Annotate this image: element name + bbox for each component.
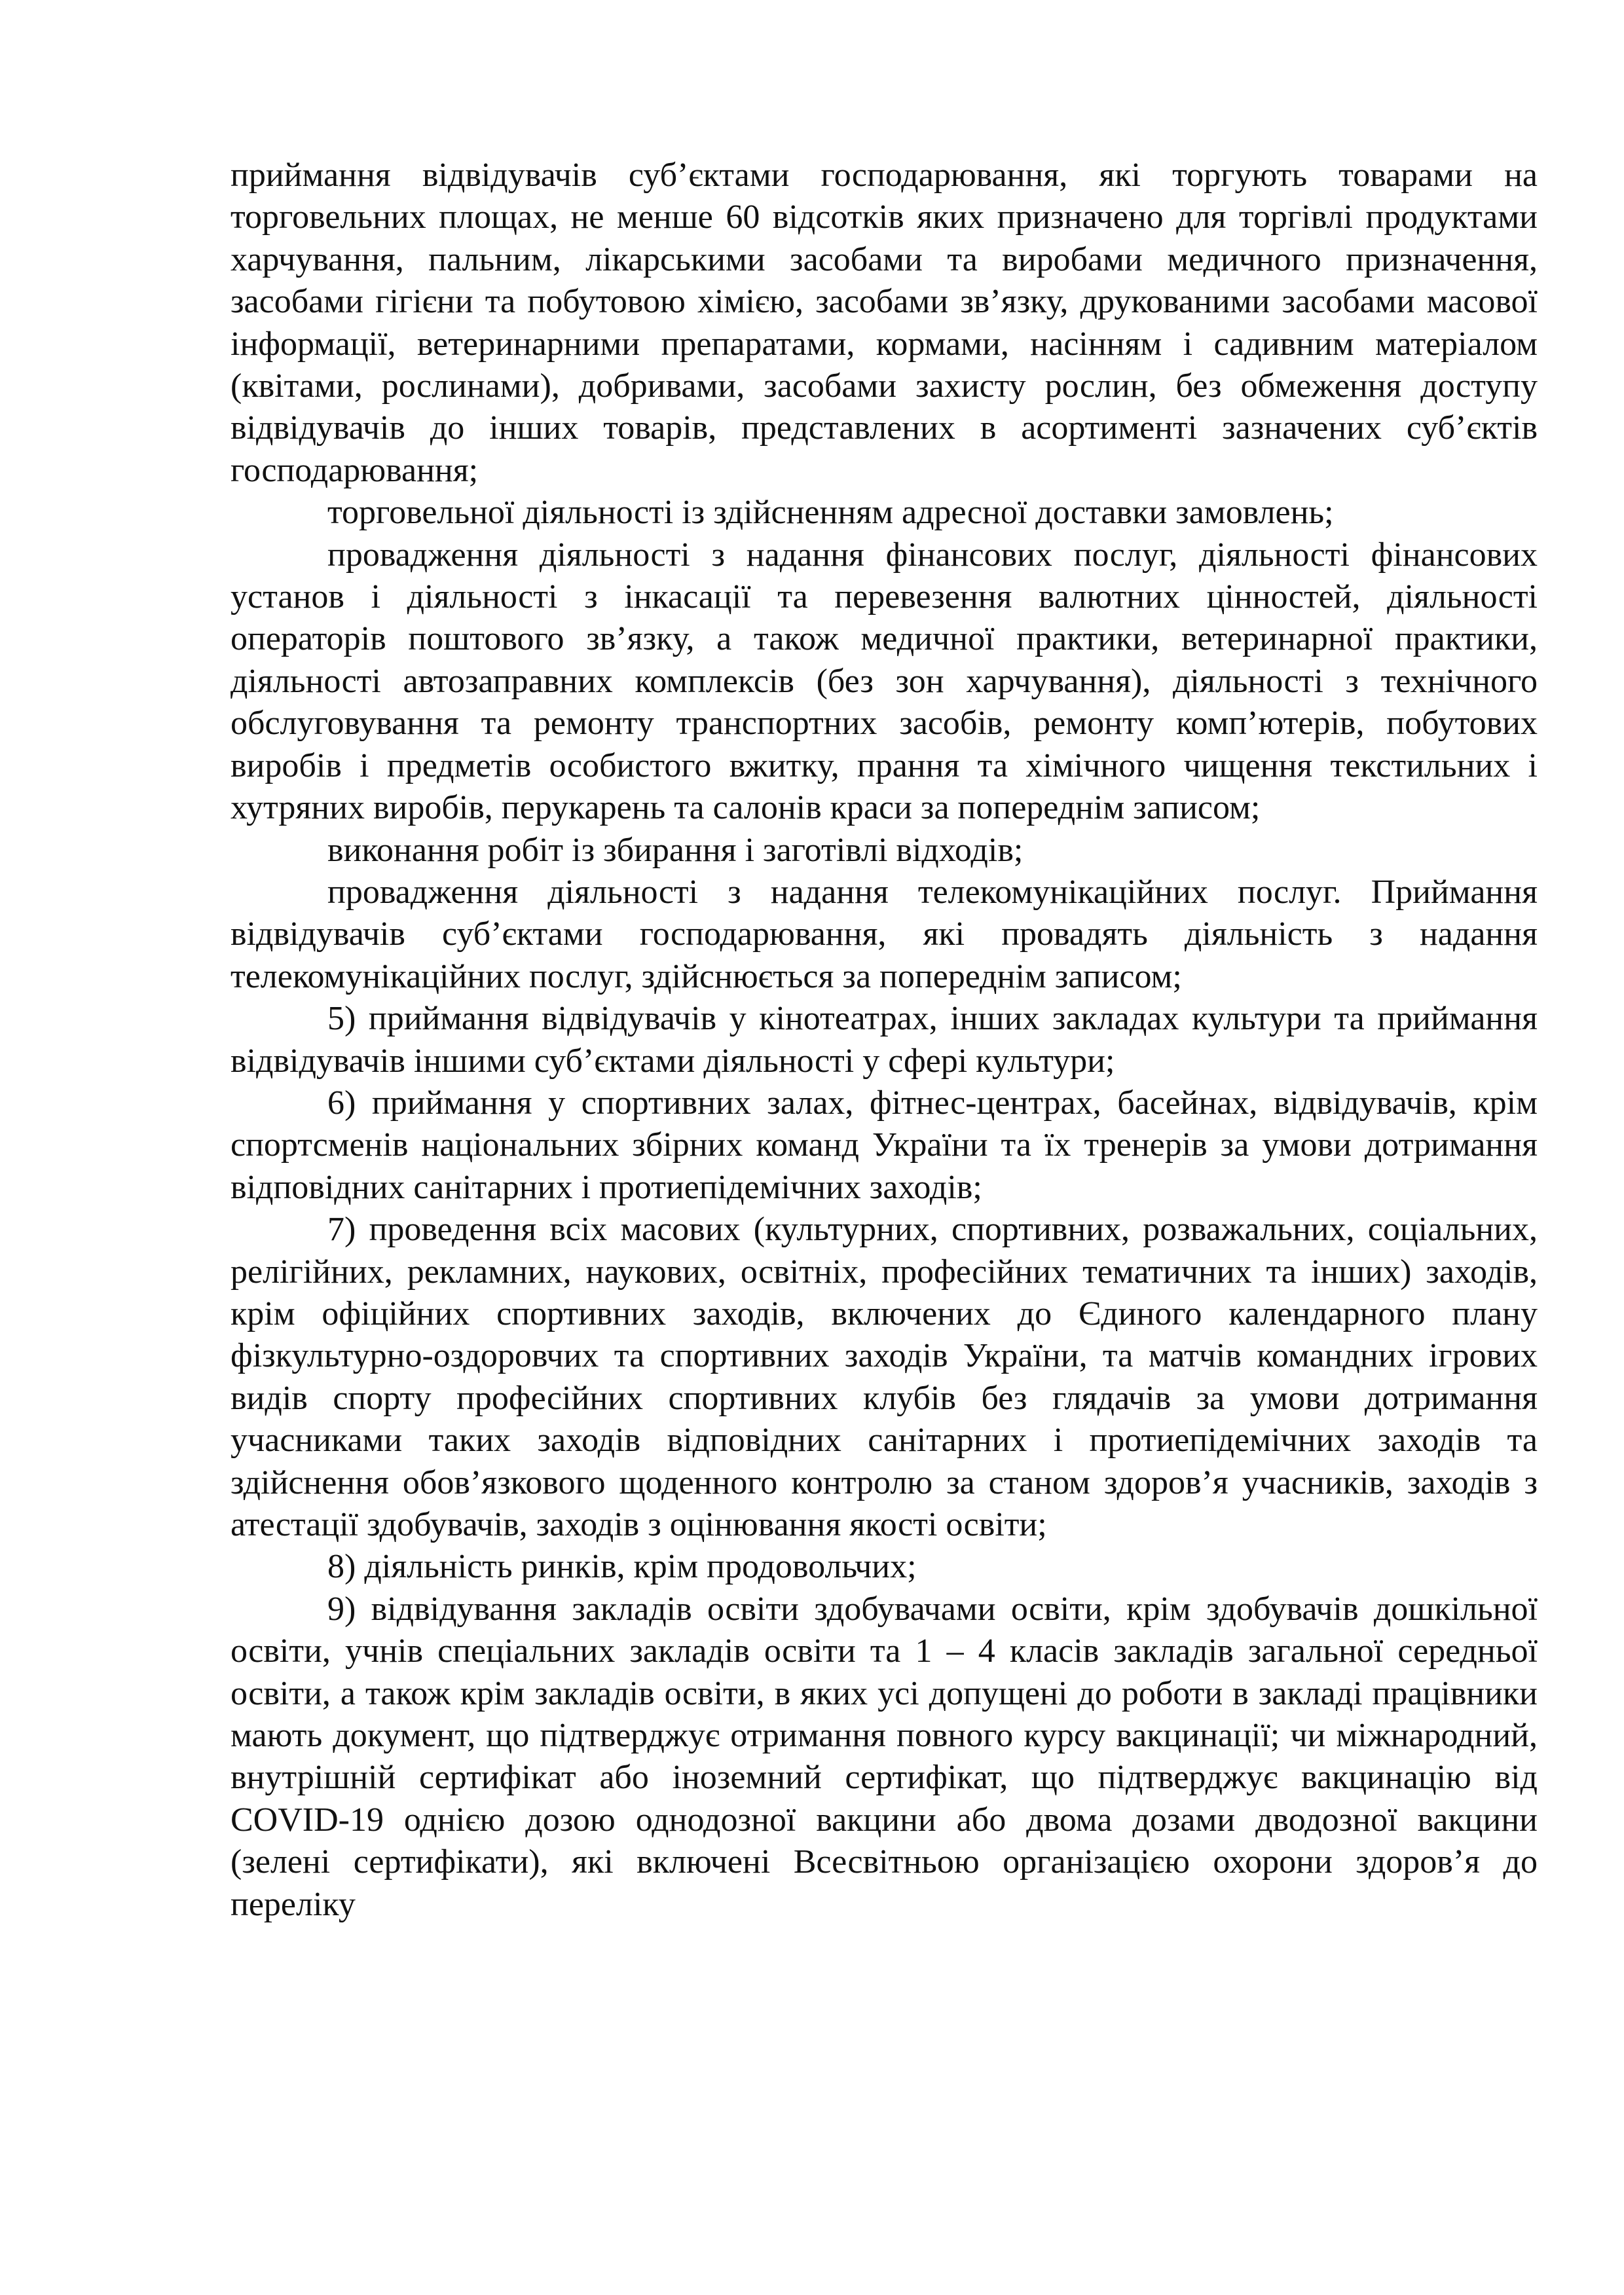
paragraph-waste-collection: виконання робіт із збирання і заготівлі відходів; xyxy=(327,831,1024,869)
paragraph-item-9-education: 9) відвідування закладів освіти здобувачами освіти, крім здобувачів дошкільної освіти, учнів спеціальних закладів освіти та 1 – 4 класів закладів загальної середньої освіти, а також крім закладів освіти, в яких усі допущені до роботи в закладі працівники мають документ, що підтверджує отримання повного курсу вакцинації; чи міжнародний, внутрішній сертифікат або іноземний сертифікат, що підтверджує вакцинацію від COVID-19 однією дозою однодозної вакцини або двома дозами дводозної вакцини (зелені сертифікати), які включені Всесвітньою організацією охорони здоров’я до переліку xyxy=(231,1590,1538,1923)
paragraph-item-7-mass-events: 7) проведення всіх масових (культурних, спортивних, розважальних, соціальних, релігійних, рекламних, наукових, освітніх, професійних тематичних та інших) заходів, крім офіційних спортивних заходів, включених до Єдиного календарного плану фізкультурно-оздоровчих та спортивних заходів України, та матчів командних ігрових видів спорту професійних спортивних клубів без глядачів за умови дотримання учасниками таких заходів відповідних санітарних і протиепідемічних заходів та здійснення обов’язкового щоденного контролю за станом здоров’я учасників, заходів з атестації здобувачів, заходів з оцінювання якості освіти; xyxy=(231,1211,1538,1543)
paragraph-telecom: провадження діяльності з надання телекомунікаційних послуг. Приймання відвідувачів суб’єктами господарювання, які провадять діяльність з надання телекомунікаційних послуг, здійснюється за попереднім записом; xyxy=(231,873,1538,995)
paragraph-financial-services: провадження діяльності з надання фінансових послуг, діяльності фінансових установ і діяльності з інкасації та перевезення валютних цінностей, діяльності операторів поштового зв’язку, а також медичної практики, ветеринарної практики, діяльності автозаправних комплексів (без зон харчування), діяльності з технічного обслуговування та ремонту транспортних засобів, ремонту комп’ютерів, побутових виробів і предметів особистого вжитку, прання та хімічного чищення текстильних і хутряних виробів, перукарень та салонів краси за попереднім записом; xyxy=(231,536,1538,827)
paragraph-item-5-culture: 5) приймання відвідувачів у кінотеатрах, інших закладах культури та приймання відвідувачів іншими суб’єктами діяльності у сфері культури; xyxy=(231,1000,1538,1080)
document-page xyxy=(231,155,1538,1926)
paragraph-item-6-sports: 6) приймання у спортивних залах, фітнес-центрах, басейнах, відвідувачів, крім спортсменів національних збірних команд України та їх тренерів за умови дотримання відповідних санітарних і протиепідемічних заходів; xyxy=(231,1084,1538,1206)
paragraph-visitors-trade: приймання відвідувачів суб’єктами господарювання, які торгують товарами на торговельних площах, не менше 60 відсотків яких призначено для торгівлі продуктами харчування, пальним, лікарськими засобами та виробами медичного призначення, засобами гігієни та побутовою хімією, засобами зв’язку, друкованими засобами масової інформації, ветеринарними препаратами, кормами, насінням і садивним матеріалом (квітами, рослинами), добривами, засобами захисту рослин, без обмеження доступу відвідувачів до інших товарів, представлених в асортименті зазначених суб’єктів господарювання; xyxy=(231,156,1538,489)
paragraph-delivery: торговельної діяльності із здійсненням адресної доставки замовлень; xyxy=(327,494,1334,532)
paragraph-item-8-markets: 8) діяльність ринків, крім продовольчих; xyxy=(327,1548,917,1586)
